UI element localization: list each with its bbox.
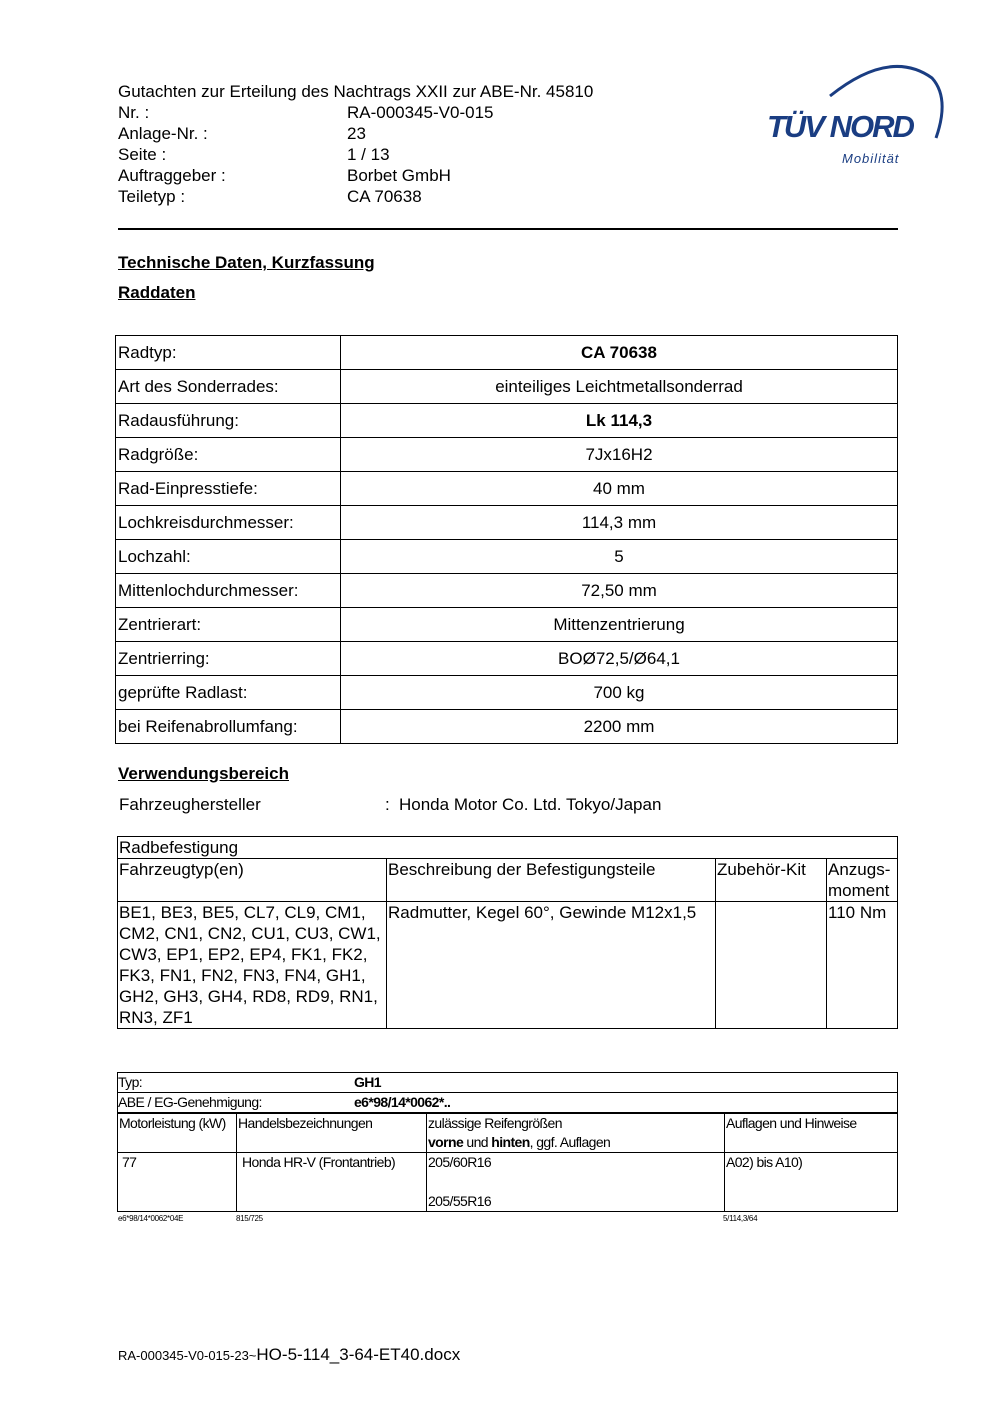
row-label: Mittenlochdurchmesser: [116,574,341,608]
abe-row [118,1093,898,1114]
header-row-teiletyp [118,186,422,207]
code-dimension: 815/725 [236,1214,263,1223]
table-row [118,837,898,859]
row-label: Art des Sonderrades: [116,370,341,404]
row-label: Radgröße: [116,438,341,472]
tire-size-1: 205/60R16 [428,1154,492,1170]
tires-front: vorne [428,1134,464,1150]
power-value: 77 [118,1153,237,1212]
row-label: Lochzahl: [116,540,341,574]
tires-header-line1: zulässige Reifengrößen [428,1115,562,1131]
table-row [118,1153,898,1212]
column-header: Beschreibung der Befestigungsteile [387,859,716,902]
header-row-seite [118,144,390,165]
table-row [116,540,898,574]
header-row-auftraggeber [118,165,451,186]
radbefestigung-table [117,836,898,1029]
row-value: einteiliges Leichtmetallsonderrad [341,370,898,404]
table-row [116,676,898,710]
tire-sizes [427,1153,725,1212]
header-label: Nr. : [118,103,150,122]
logo-subtitle: Mobilität [842,151,900,166]
header-value: 23 [347,124,366,143]
column-header: Motorleistung (kW) [118,1113,237,1153]
header-label: Teiletyp : [118,187,186,206]
code-approval: e6*98/14*0062*04E [118,1214,184,1223]
column-header: Handelsbezeichnungen [237,1113,427,1153]
row-label: geprüfte Radlast: [116,676,341,710]
row-value: 2200 mm [341,710,898,744]
notes-value: A02) bis A10) [725,1153,898,1212]
vehicle-types: BE1, BE3, BE5, CL7, CL9, CM1, CM2, CN1, CN2, CU1, CU3, CW1, CW3, EP1, EP2, EP4, FK1, FK2, FK3, FN1, FN2, FN3, FN4, GH1, GH2, GH3, GH4, RD8, RD9, RN1, RN3, ZF1 [118,902,387,1029]
row-label: Radtyp: [116,336,341,370]
row-value: 114,3 mm [341,506,898,540]
footer-filename [118,1345,460,1365]
footer-file: HO-5-114_3-64-ET40.docx [256,1345,461,1364]
table-row [116,710,898,744]
header-value: 1 / 13 [347,145,390,164]
torque-value: 110 Nm [827,902,898,1029]
abe-value: e6*98/14*0062*.. [354,1094,451,1110]
table-row [116,642,898,676]
typ-value: GH1 [354,1074,381,1090]
row-value: 7Jx16H2 [341,438,898,472]
row-label: Zentrierart: [116,608,341,642]
table-row [118,859,898,902]
header-divider [118,228,898,230]
table-row [116,472,898,506]
table-row [118,1073,898,1093]
table-row [116,608,898,642]
header-row-nr [118,102,494,123]
row-value: 40 mm [341,472,898,506]
table-row [118,902,898,1029]
row-value: Lk 114,3 [341,404,898,438]
typ-label: Typ: [118,1074,143,1090]
header-value: Borbet GmbH [347,166,451,185]
tires-rear: hinten [491,1134,530,1150]
raddaten-table [115,335,898,744]
header-label: Auftraggeber : [118,166,226,185]
table-row [116,370,898,404]
header-label: Anlage-Nr. : [118,124,208,143]
hersteller-value: Honda Motor Co. Ltd. Tokyo/Japan [399,795,662,814]
header-value: RA-000345-V0-015 [347,103,494,122]
column-header: Auflagen und Hinweise [725,1113,898,1153]
table-row [116,404,898,438]
row-value: 5 [341,540,898,574]
footer-prefix: RA-000345-V0-015-23~ [118,1348,257,1363]
logo-brand: TÜV NORD [767,109,913,144]
typ-table [117,1072,898,1212]
row-label: Radausführung: [116,404,341,438]
tuev-nord-logo [760,58,945,173]
row-label: Rad-Einpresstiefe: [116,472,341,506]
table-row [118,1093,898,1114]
tires-and: und [463,1134,492,1150]
header-label: Seite : [118,145,167,164]
column-header: Fahrzeugtyp(en) [118,859,387,902]
column-header-tires [427,1113,725,1153]
report-title: Gutachten zur Erteilung des Nachtrags XXII zur ABE-Nr. 45810 [118,82,594,101]
section-verwendung: Verwendungsbereich [118,764,289,783]
abe-label: ABE / EG-Genehmigung: [118,1094,262,1110]
tires-rest: , ggf. Auflagen [529,1134,611,1150]
hersteller-label: Fahrzeughersteller [119,795,261,814]
code-pcd: 5/114,3/64 [723,1214,758,1223]
typ-row [118,1073,898,1093]
row-label: Zentrierring: [116,642,341,676]
hersteller-separator: : [385,795,390,814]
header-row-anlage [118,123,366,144]
table-row [118,1113,898,1153]
fastener-description: Radmutter, Kegel 60°, Gewinde M12x1,5 [387,902,716,1029]
table-row [116,506,898,540]
row-value: BOØ72,5/Ø64,1 [341,642,898,676]
table-row [116,336,898,370]
row-value: 700 kg [341,676,898,710]
row-value: 72,50 mm [341,574,898,608]
row-label: Lochkreisdurchmesser: [116,506,341,540]
row-label: bei Reifenabrollumfang: [116,710,341,744]
befestigung-title: Radbefestigung [118,837,898,859]
tires-header-line2 [428,1133,723,1152]
trade-name: Honda HR-V (Frontantrieb) [237,1153,427,1212]
header-value: CA 70638 [347,187,422,206]
row-value: Mittenzentrierung [341,608,898,642]
tire-size-2: 205/55R16 [428,1193,492,1209]
column-header: Anzugs-moment [827,859,898,902]
column-header: Zubehör-Kit [716,859,827,902]
table-row [116,438,898,472]
row-value: CA 70638 [341,336,898,370]
table-row [116,574,898,608]
section-raddaten: Raddaten [118,283,196,302]
accessory-kit [716,902,827,1029]
section-tech: Technische Daten, Kurzfassung [118,253,375,272]
